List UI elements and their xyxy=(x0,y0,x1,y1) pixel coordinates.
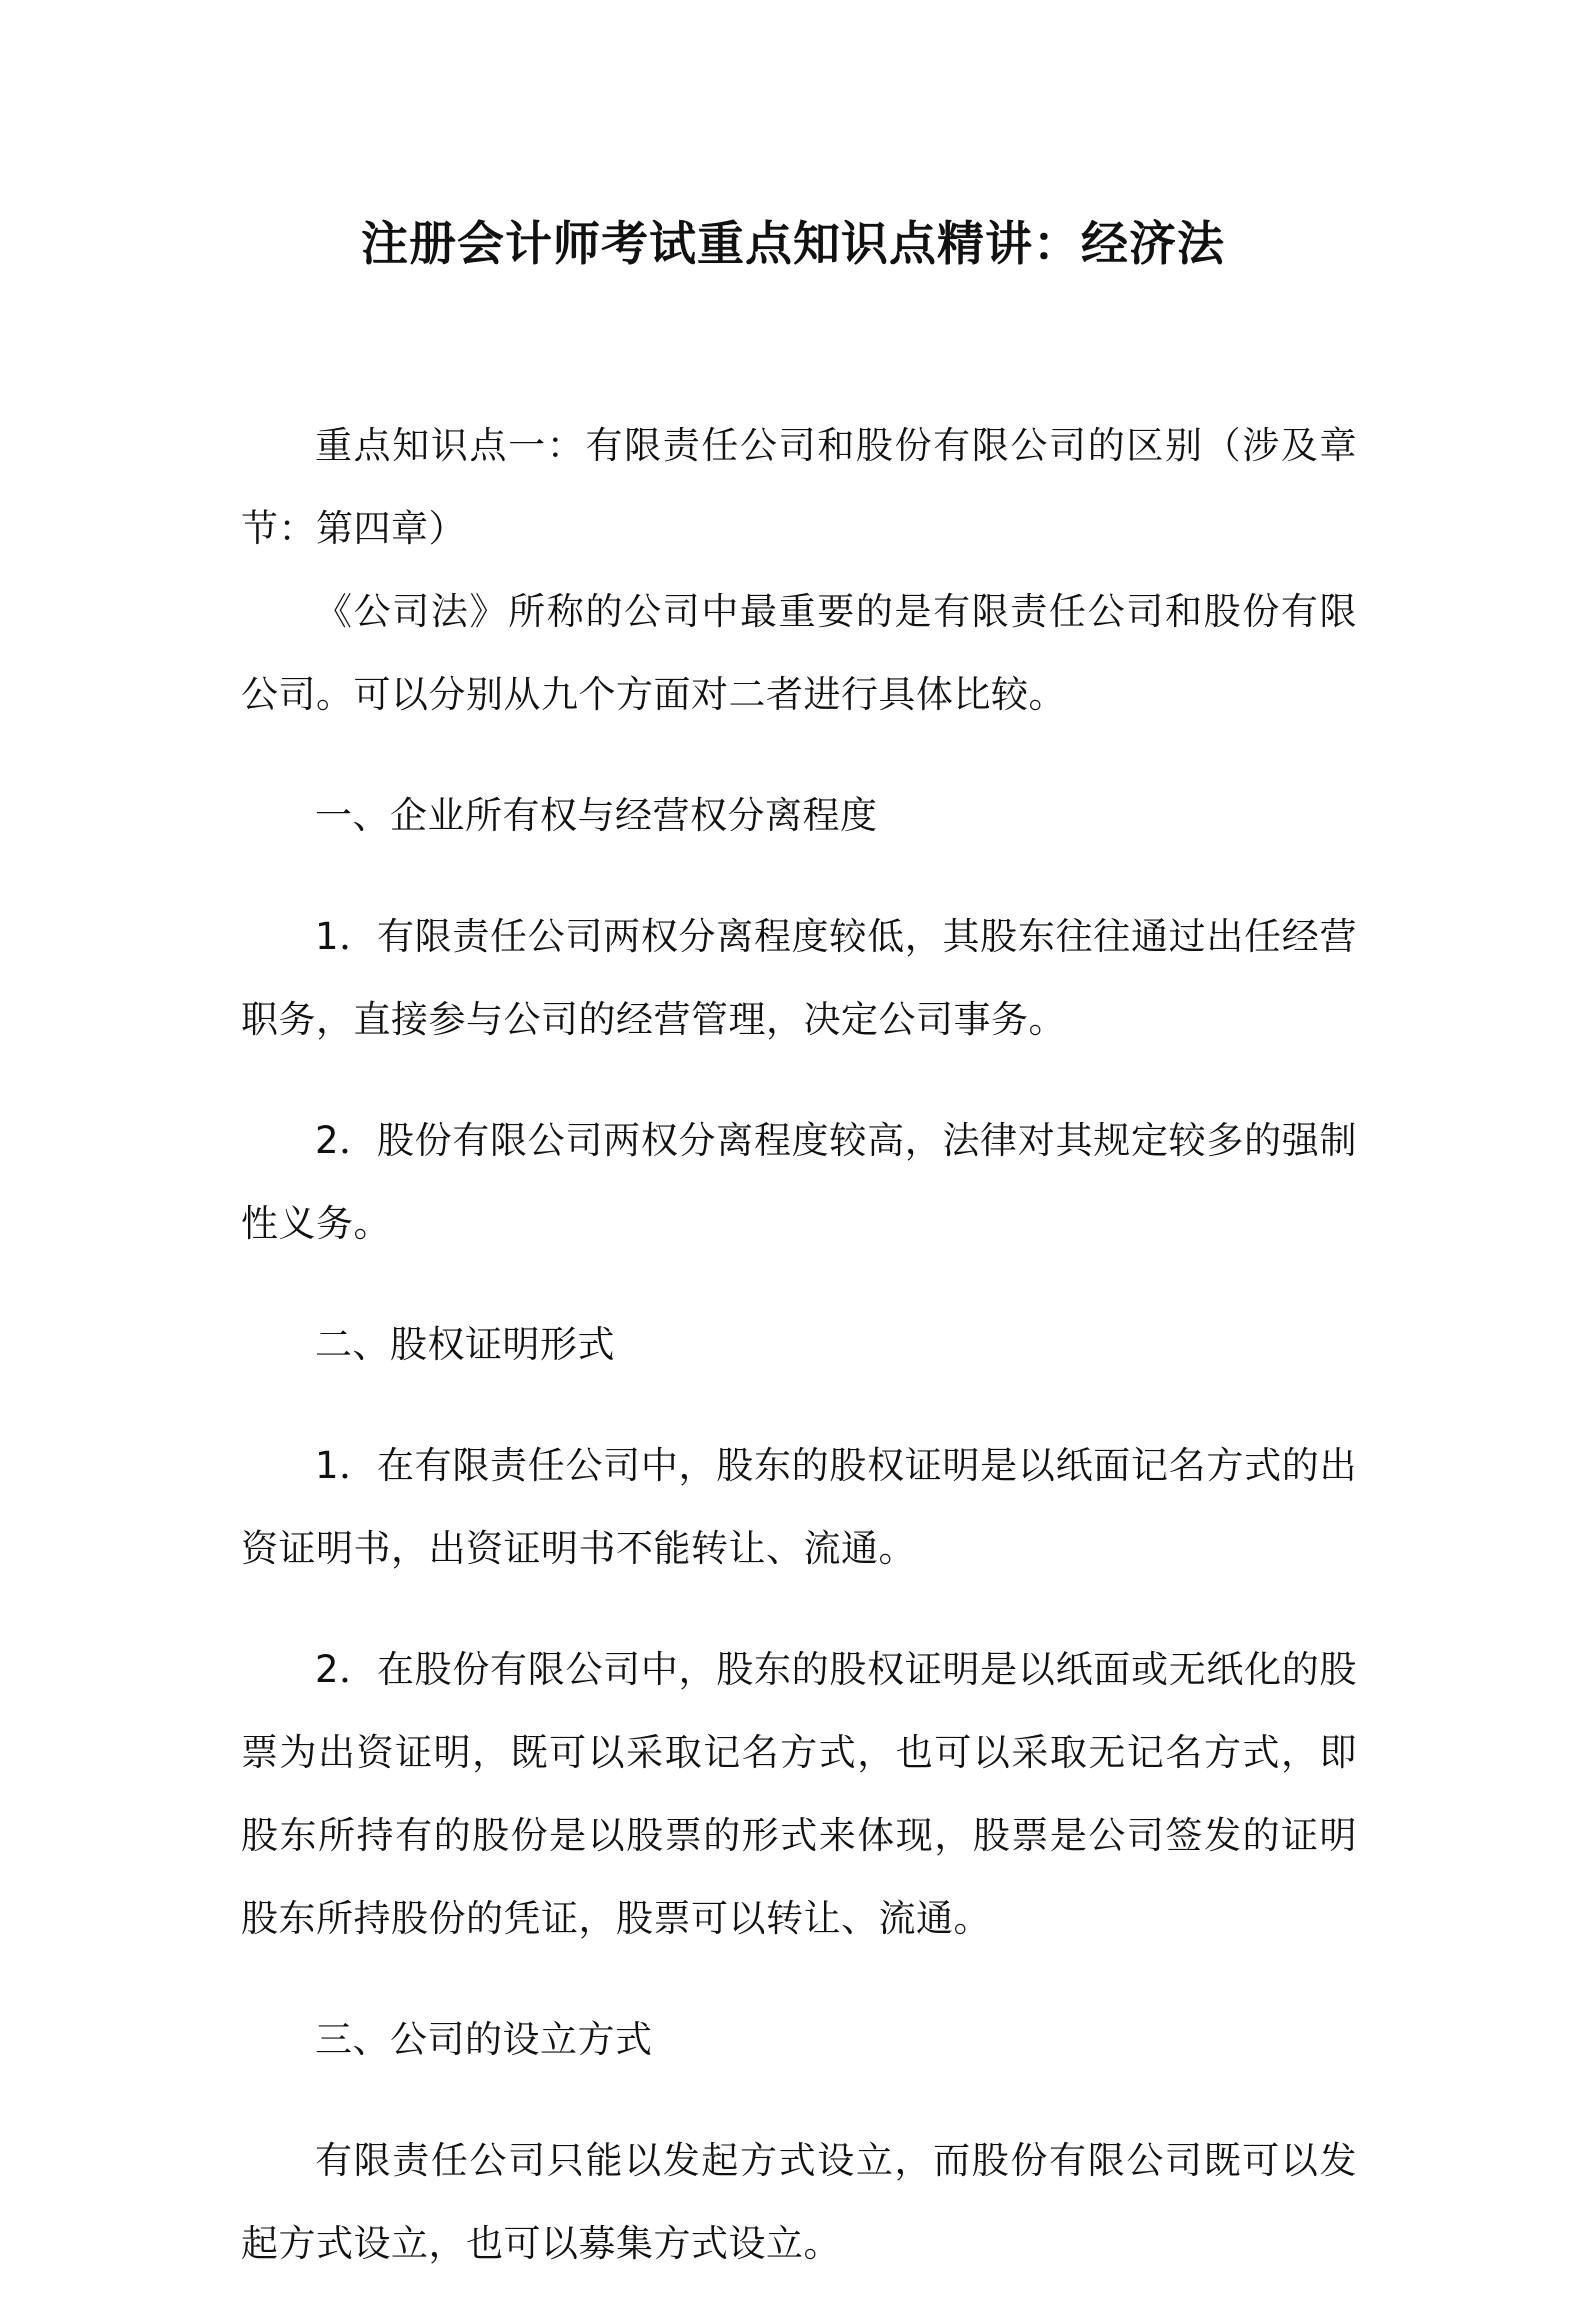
paragraph-llc-certificate: 1．在有限责任公司中，股东的股权证明是以纸面记名方式的出资证明书，出资证明书不能转让、流通。 xyxy=(241,1444,1357,1570)
section-heading-establishment-method: 三、公司的设立方式 xyxy=(315,2018,653,2061)
document-title: 注册会计师考试重点知识点精讲：经济法 xyxy=(361,217,1225,272)
paragraph-establishment-method: 有限责任公司只能以发起方式设立，而股份有限公司既可以发起方式设立，也可以募集方式设立。 xyxy=(241,2139,1357,2265)
section-heading-equity-certificate: 二、股权证明形式 xyxy=(315,1323,615,1366)
paragraph-key-point-one: 重点知识点一：有限责任公司和股份有限公司的区别（涉及章节：第四章） xyxy=(241,424,1357,550)
document-body xyxy=(241,404,1357,2323)
paragraph-intro: 《公司法》所称的公司中最重要的是有限责任公司和股份有限公司。可以分别从九个方面对二者进行具体比较。 xyxy=(241,590,1357,716)
paragraph-llc-separation: 1．有限责任公司两权分离程度较低，其股东往往通过出任经营职务，直接参与公司的经营管理，决定公司事务。 xyxy=(241,915,1357,1041)
paragraph-joint-stock-certificate: 2．在股份有限公司中，股东的股权证明是以纸面或无纸化的股票为出资证明，既可以采取记名方式，也可以采取无记名方式，即股东所持有的股份是以股票的形式来体现，股票是公司签发的证明股东所持股份的凭证，股票可以转让、流通。 xyxy=(241,1648,1357,1940)
paragraph-joint-stock-separation: 2．股份有限公司两权分离程度较高，法律对其规定较多的强制性义务。 xyxy=(241,1119,1357,1245)
section-heading-ownership-separation: 一、企业所有权与经营权分离程度 xyxy=(315,794,878,837)
